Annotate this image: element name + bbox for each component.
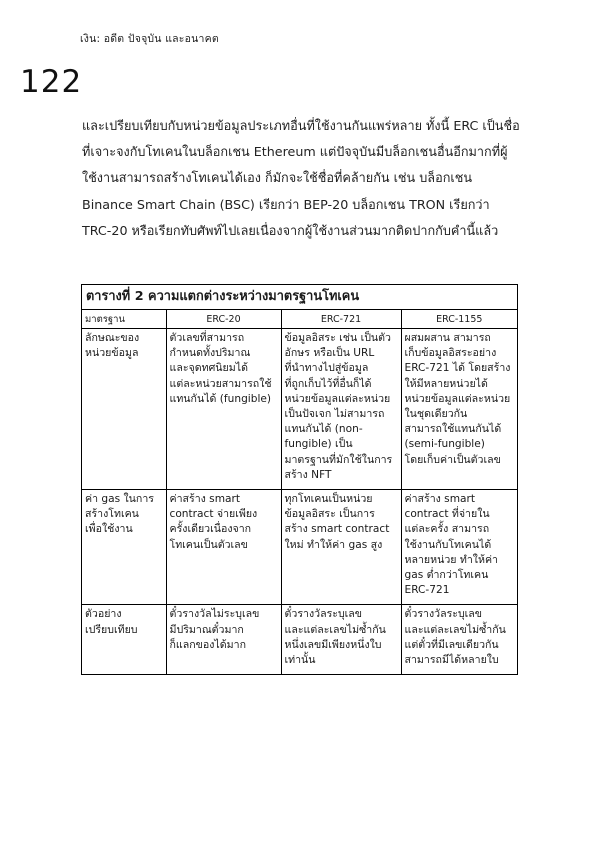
page-number: 122 [20,64,83,100]
cell-erc20-example: ตั๋วรางวัลไม่ระบุเลข มีปริมาณตั๋วมาก ก็แลกของได้มาก [166,605,281,674]
row-label-data-unit: ลักษณะของ หน่วยข้อมูล [82,329,166,490]
running-head: เงิน: อดีต ปัจจุบัน และอนาคต [80,33,219,45]
header-erc20: ERC-20 [166,310,281,329]
cell-erc1155-gas-cost: ค่าสร้าง smart contract ที่จ่ายใน แต่ละครั้ง สามารถ ใช้งานกับโทเคนได้ หลายหน่วย ทำให้ค่า gas ต่ำกว่าโทเคน ERC-721 [401,490,517,605]
cell-erc1155-example: ตั๋วรางวัลระบุเลข และแต่ละเลขไม่ซ้ำกัน แต่ตั๋วที่มีเลขเดียวกัน สามารถมีได้หลายใบ [404,608,506,667]
header-erc1155: ERC-1155 [401,310,517,329]
cell-erc721-example: ตั๋วรางวัลระบุเลข และแต่ละเลขไม่ซ้ำกัน หนึ่งเลขมีเพียงหนึ่งใบ เท่านั้น [281,605,401,674]
cell-erc20-gas-cost: ค่าสร้าง smart contract จ่ายเพียง ครั้งเดียวเนื่องจาก โทเคนเป็นตัวเลข [166,490,281,605]
table-row [82,490,517,605]
cell-erc20-data-unit: ตัวเลขที่สามารถ กำหนดทั้งปริมาณ และจุดทศนิยมได้ แต่ละหน่วยสามารถใช้ แทนกันได้ (fungible) [166,329,281,490]
token-standards-table [82,310,517,674]
cell-erc721-data-unit: ข้อมูลอิสระ เช่น เป็นตัว อักษร หรือเป็น URL ที่นำทางไปสู่ข้อมูล ที่ถูกเก็บไว้ที่อื่นก็ได้ หน่วยข้อมูลแต่ละหน่วย เป็นปัจเจก ไม่สามารถ แทนกันได้ (non- fungible) เป็น มาตรฐานที่มักใช้ในการ สร้าง NFT [281,329,401,490]
body-paragraph: และเปรียบเทียบกับหน่วยข้อมูลประเภทอื่นที่ใช้งานกันแพร่หลาย ทั้งนี้ ERC เป็นชื่อที่เจาะจงกับโทเคนในบล็อกเชน Ethereum แต่ปัจจุบันมีบล็อกเชนอื่นอีกมากที่ผู้ใช้งานสามารถสร้างโทเคนได้เอง ก็มักจะใช้ชื่อที่คล้ายกัน เช่น บล็อกเชน Binance Smart Chain (BSC) เรียกว่า BEP-20 บล็อกเชน TRON เรียกว่า TRC-20 หรือเรียกทับศัพท์ไปเลยเนื่องจากผู้ใช้งานส่วนมากติดปากกับคำนี้แล้ว [82,118,520,238]
row-label-example: ตัวอย่าง เปรียบเทียบ [82,605,166,674]
table-caption: ตารางที่ 2 ความแตกต่างระหว่างมาตรฐานโทเคน [82,285,517,310]
comparison-table [81,284,518,675]
table-row [82,605,517,674]
header-standard: มาตรฐาน [82,310,166,329]
cell-erc1155-data-unit: ผสมผสาน สามารถ เก็บข้อมูลอิสระอย่าง ERC-721 ได้ โดยสร้าง ให้มีหลายหน่วยได้ หน่วยข้อมูลแต่ละหน่วย ในชุดเดียวกัน สามารถใช้แทนกันได้ (semi-fungible) โดยเก็บค่าเป็นตัวเลข [401,329,517,490]
header-erc721: ERC-721 [281,310,401,329]
table-row [82,329,517,490]
table-header-row [82,310,517,329]
row-label-gas-cost: ค่า gas ในการ สร้างโทเคน เพื่อใช้งาน [82,490,166,605]
cell-erc721-gas-cost: ทุกโทเคนเป็นหน่วย ข้อมูลอิสระ เป็นการ สร้าง smart contract ใหม่ ทำให้ค่า gas สูง [281,490,401,605]
